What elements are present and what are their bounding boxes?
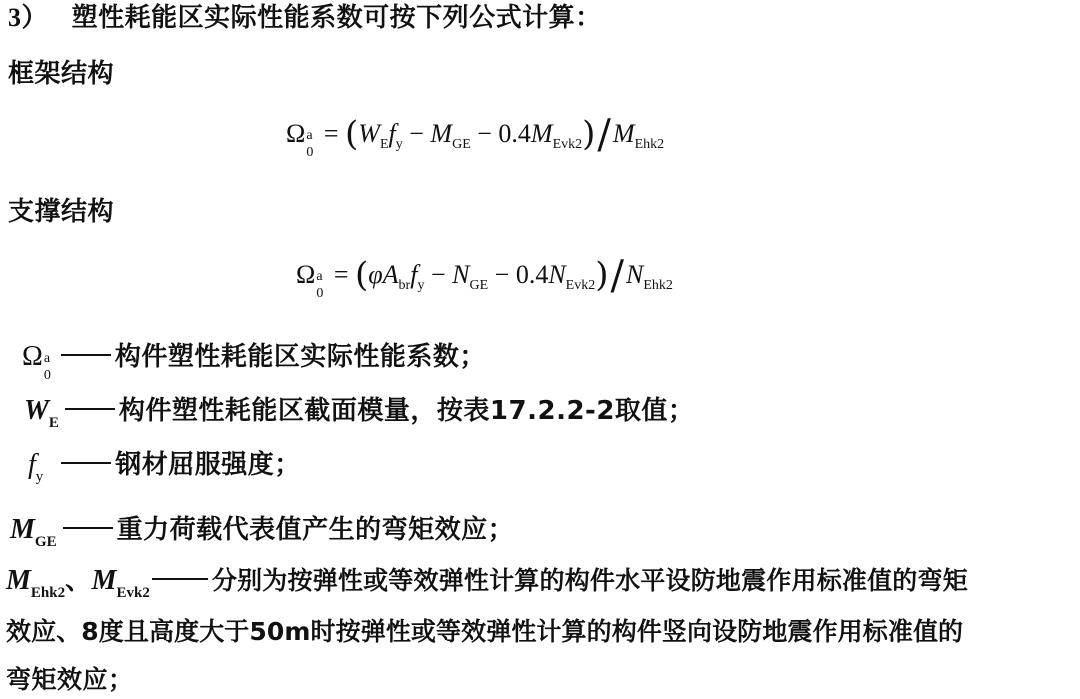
definition-omega [22,337,486,383]
definition-text: 构件塑性耗能区截面模量，按表17.2.2-2取值； [118,396,695,426]
heading-text: 塑性耗能区实际性能系数可按下列公式计算： [71,3,602,33]
definition-text-line1: 分别为按弹性或等效弹性计算的构件水平设防地震作用标准值的弯矩 [211,566,968,595]
brace-formula: Ω a 0 = $(\varphi A_{br}f_y - N_{GE} - 0.4N_{Evk2})/N_{Ehk2}$ [296,253,673,301]
definition-text-line2: 效应、8度且高度大于50m时按弹性或等效弹性计算的构件竖向设防地震作用标准值的 [6,617,964,646]
brace-structure-title: 支撑结构 [8,197,115,227]
definition-mge [10,510,514,562]
symbol-mevk2: $M_{Evk2}$ [91,565,150,601]
em-dash [61,462,111,464]
definition-we [24,391,694,443]
frame-formula: Ω a 0 = $(W_Ef_y - M_{GE} - 0.4M_{Evk2})/M_{Ehk2}$ [286,112,665,160]
definition-text: 构件塑性耗能区实际性能系数； [114,342,486,372]
heading-number: 3） [8,3,49,32]
definition-fy [28,445,301,497]
symbol-fy: $f_y$ [28,449,44,485]
em-dash [61,354,111,356]
em-dash [152,578,208,580]
symbol-we: $W_E$ [24,395,59,431]
definition-text: 重力荷载代表值产生的弯矩效应； [116,515,515,545]
frame-structure-title: 框架结构 [8,59,115,89]
definition-text: 钢材屈服强度； [115,450,301,480]
omega-symbol: Ω [296,260,316,289]
symbol-omega: Ω a 0 [22,341,51,383]
definition-mehk2-mevk2: $M_{Ehk2}$、$M_{Evk2}$ 分别为按弹性或等效弹性计算的构件水平设防地震作用标准值的弯矩 [6,565,968,601]
em-dash [65,408,115,410]
omega-symbol: Ω [286,119,306,148]
definition-text-line3: 弯矩效应； [6,665,134,694]
section-heading [8,2,602,34]
symbol-mehk2: $M_{Ehk2}$ [6,565,66,601]
symbol-mge: $M_{GE}$ [10,514,57,550]
em-dash [63,527,113,529]
